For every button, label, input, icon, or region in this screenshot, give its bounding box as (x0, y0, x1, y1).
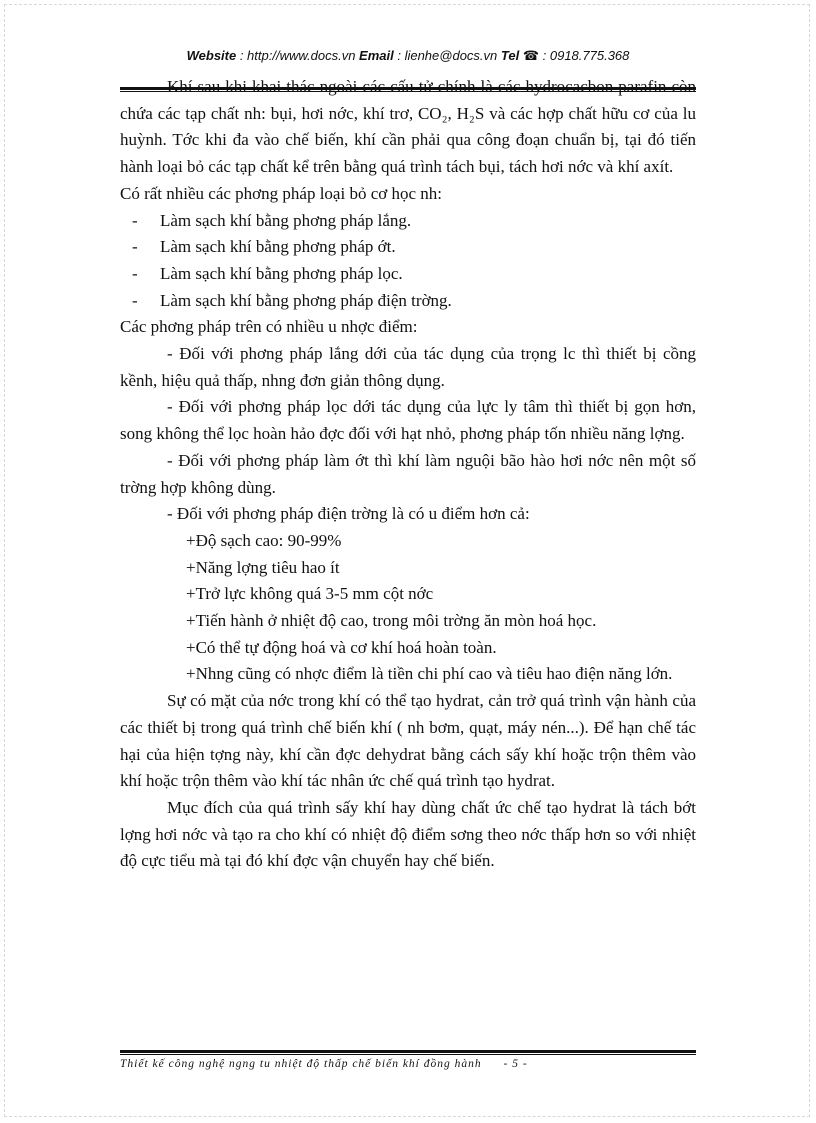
advantage-item: +Tiến hành ở nhiệt độ cao, trong môi trờng ăn mòn hoá học. (186, 611, 597, 631)
advantage-item: +Trở lực không quá 3-5 mm cột nớc (186, 584, 434, 604)
tel-label: Tel (500, 48, 520, 63)
email-value[interactable]: : lienhe@docs.vn (393, 48, 501, 63)
paragraph-pros-cons: Các phơng pháp trên có nhiều u nhợc điểm: (120, 317, 418, 337)
paragraph-electric: - Đối với phơng pháp điện trờng là có u điểm hơn cả: (167, 504, 530, 524)
paragraph-purpose: Mục đích của quá trình sấy khí hay dùng chất ức chế tạo hydrat là tách bớt lợng hơi nớc và tạo ra cho khí có nhiệt độ điểm sơng theo nớc thấp hơn so với nhiệt độ cực tiểu mà tại đó khí đợc vận chuyển hay chế biến. (120, 797, 696, 871)
website-url[interactable]: : http://www.docs.vn (236, 48, 360, 63)
paragraph-wet: - Đối với phơng pháp làm ớt thì khí làm nguội bão hào hơi nớc nên một số trờng hợp không dùng. (120, 450, 696, 497)
paragraph-filter: - Đối với phơng pháp lọc dới tác dụng của lực ly tâm thì thiết bị gọn hơn, song không thể lọc hoàn hảo đợc đối với hạt nhỏ, phơng pháp tốn nhiều năng lợng. (120, 397, 696, 444)
website-label: Website (186, 48, 237, 63)
footer-rule (120, 1050, 696, 1053)
page-number: - 5 - (503, 1058, 528, 1070)
document-body (120, 74, 696, 875)
list-item: - Làm sạch khí bằng phơng pháp lắng. (120, 208, 696, 235)
advantage-item: +Nhng cũng có nhợc điểm là tiền chi phí cao và tiêu hao điện năng lớn. (186, 664, 673, 684)
paragraph-hydrate: Sự có mặt của nớc trong khí có thể tạo hydrat, cản trở quá trình vận hành của các thiết bị trong quá trình chế biến khí ( nh bơm, quạt, máy nén...). Để hạn chế tác hại của hiện tợng này, khí cần đợc dehydrat bằng cách sấy khí hoặc trộn thêm vào khí hoặc trộn thêm vào khí tác nhân ức chế quá trình tạo hydrat. (120, 691, 696, 791)
paragraph-methods: Có rất nhiều các phơng pháp loại bỏ cơ học nh: (120, 183, 443, 203)
list-item: - Làm sạch khí bằng phơng pháp điện trờng. (120, 288, 696, 315)
list-item: - Làm sạch khí bằng phơng pháp lọc. (120, 261, 696, 288)
email-label: Email (359, 48, 394, 63)
footer-title: Thiết kế công nghệ ngng tu nhiệt độ thấp chế biến khí đồng hành (120, 1058, 482, 1070)
advantage-item: +Năng lợng tiêu hao ít (186, 557, 340, 577)
page-footer (120, 1058, 696, 1070)
tel-value: : 0918.775.368 (539, 48, 630, 63)
paragraph-settling: - Đối với phơng pháp lắng dới của tác dụng của trọng lc thì thiết bị cồng kềnh, hiệu quả thấp, nhng đơn giản thông dụng. (120, 344, 696, 390)
footer-rule-thin (120, 1054, 696, 1055)
list-item: - Làm sạch khí bằng phơng pháp ớt. (120, 234, 696, 261)
paragraph-intro: Khí sau khi khai thác ngoài các cấu tử chính là các hydrocacbon parafin còn chứa các tạp chất nh: bụi, hơi nớc, khí trơ, CO₂, H₂S và các hợp chất hữu cơ của lu huỳnh. Tớc khi đa vào chế biến, khí cần phải qua công đoạn chuẩn bị, tại đó tiến hành loại bỏ các tạp chất kể trên bằng quá trình tách bụi, tách hơi nớc và khí axít. (120, 77, 696, 177)
advantage-item: +Độ sạch cao: 90-99% (186, 530, 342, 550)
advantage-item: +Có thể tự động hoá và cơ khí hoá hoàn toàn. (186, 637, 497, 657)
page-header (0, 48, 816, 64)
phone-icon: ☎ (522, 48, 540, 63)
